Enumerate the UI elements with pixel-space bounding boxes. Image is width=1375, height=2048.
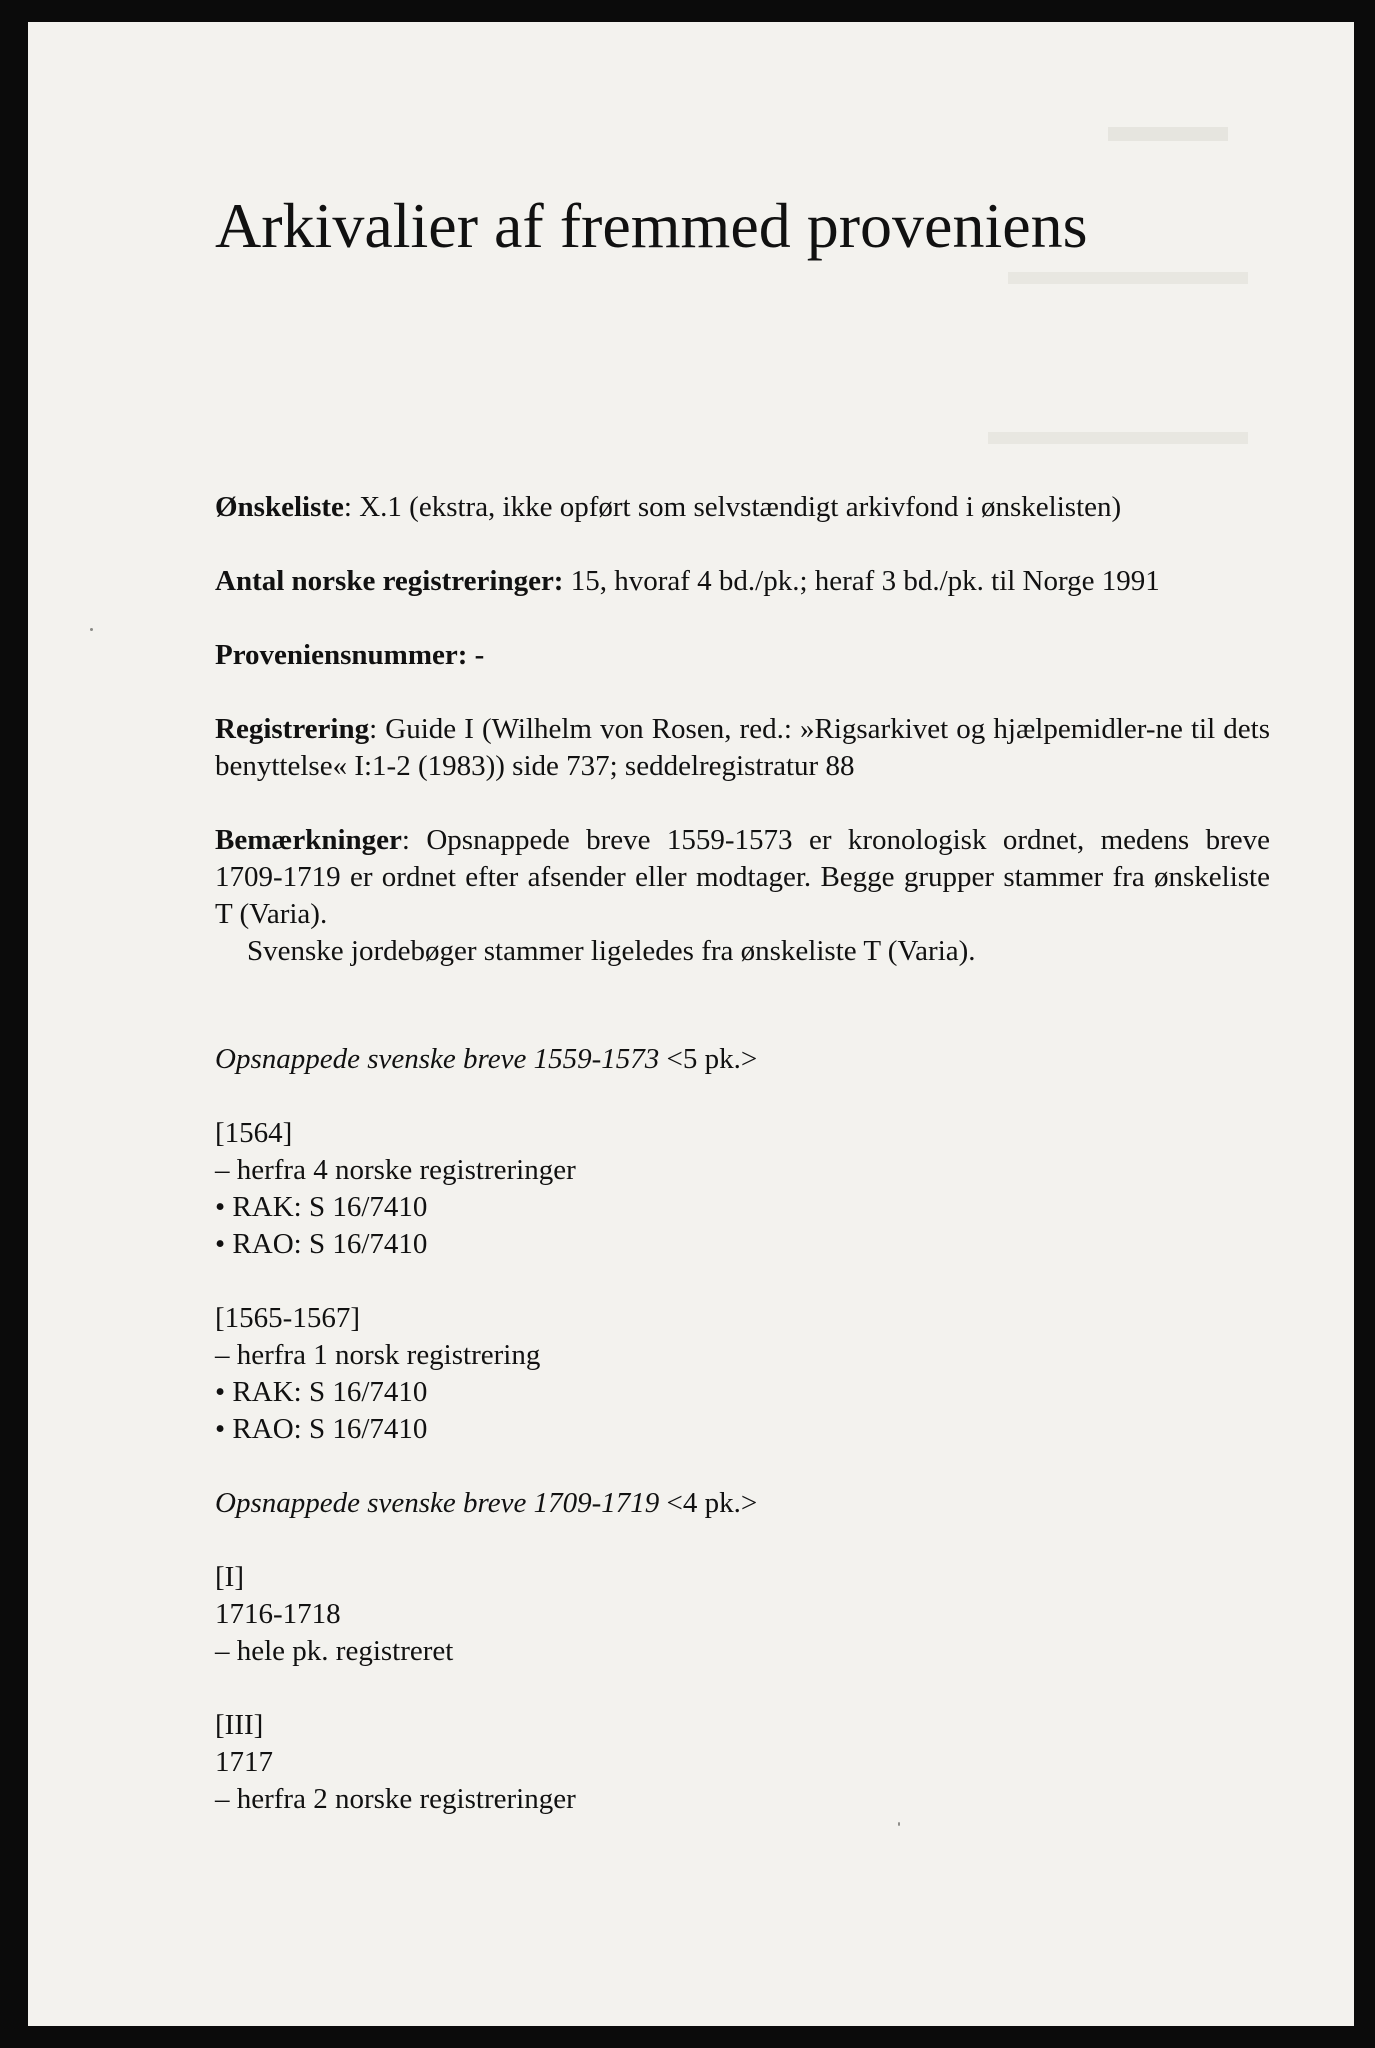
onskeliste-field: Ønskeliste: X.1 (ekstra, ikke opført som selvstændigt arkivfond i ønskelisten) xyxy=(215,491,1122,523)
section-heading xyxy=(215,1485,1270,1522)
entry-ref: • RAK: S 16/7410 xyxy=(215,1374,1270,1411)
document-page xyxy=(28,22,1354,2026)
bemaerkninger-label: Bemærkninger xyxy=(215,824,402,856)
list-item xyxy=(215,1559,1270,1670)
section-heading-title: Opsnappede svenske breve 1559-1573 xyxy=(215,1043,660,1075)
antal-field xyxy=(215,563,1270,600)
onskeliste-value: X.1 (ekstra, ikke opført som selvstændigt arkivfond i ønskelisten) xyxy=(359,491,1122,523)
entry-years: 1716-1718 xyxy=(215,1598,341,1630)
proveniensnummer-field xyxy=(215,637,1270,674)
entry-label: [1564] xyxy=(215,1117,293,1149)
page-title: Arkivalier af fremmed proveniens xyxy=(215,190,1088,261)
bemaerkninger-field: Bemærkninger: Opsnappede breve 1559-1573 er kronologisk ordnet, medens breve 1709-1719 er ordnet efter afsender eller modtager. Begge grupper stammer fra ønskeliste T (Varia). xyxy=(215,824,1270,930)
entry-label: [1565-1567] xyxy=(215,1302,360,1334)
antal-label: Antal norske registreringer: xyxy=(215,565,564,597)
entry-note: – hele pk. registreret xyxy=(215,1635,454,1667)
entry-label: [I] xyxy=(215,1561,244,1593)
list-item xyxy=(215,1300,1270,1448)
registrering-label: Registrering xyxy=(215,713,370,745)
section-extent: <4 pk.> xyxy=(666,1487,758,1519)
entry-ref: • RAO: S 16/7410 xyxy=(215,1226,1270,1263)
entry-note: – herfra 2 norske registreringer xyxy=(215,1783,576,1815)
section-extent: <5 pk.> xyxy=(666,1043,758,1075)
entry-ref: • RAK: S 16/7410 xyxy=(215,1189,1270,1226)
entry-years: 1717 xyxy=(215,1746,273,1778)
section-heading xyxy=(215,1041,1270,1078)
onskeliste-label: Ønskeliste xyxy=(215,491,344,523)
entry-ref: • RAO: S 16/7410 xyxy=(215,1411,1270,1448)
dust-speck xyxy=(90,628,93,631)
section-heading-title: Opsnappede svenske breve 1709-1719 xyxy=(215,1487,660,1519)
dust-speck xyxy=(898,1822,900,1826)
bemaerkninger-paragraph-2: Svenske jordebøger stammer ligeledes fra ønskeliste T (Varia). xyxy=(247,935,976,967)
proveniensnummer-label: Proveniensnummer: xyxy=(215,639,468,671)
proveniensnummer-value: - xyxy=(474,639,485,671)
entry-label: [III] xyxy=(215,1709,264,1741)
registrering-value: Guide I (Wilhelm von Rosen, red.: »Rigsarkivet og hjælpemidler-ne til dets benyttelse« I:1-2 (1983)) side 737; seddelregistratur 88 xyxy=(215,713,1270,782)
list-item xyxy=(215,1707,1270,1818)
list-item xyxy=(215,1115,1270,1263)
entry-note: – herfra 1 norsk registrering xyxy=(215,1339,541,1371)
antal-value: 15, hvoraf 4 bd./pk.; heraf 3 bd./pk. til Norge 1991 xyxy=(570,565,1160,597)
registrering-field: Registrering: Guide I (Wilhelm von Rosen, red.: »Rigsarkivet og hjælpemidler-ne til dets benyttelse« I:1-2 (1983)) side 737; seddelregistratur 88 xyxy=(215,713,1270,782)
show-through-shadow xyxy=(988,432,1248,444)
entry-note: – herfra 4 norske registreringer xyxy=(215,1154,576,1186)
show-through-shadow xyxy=(1108,127,1228,141)
show-through-shadow xyxy=(1008,272,1248,284)
bemaerkninger-value: Opsnappede breve 1559-1573 er kronologisk ordnet, medens breve 1709-1719 er ordnet efter afsender eller modtager. Begge grupper stammer fra ønskeliste T (Varia). xyxy=(215,824,1270,930)
